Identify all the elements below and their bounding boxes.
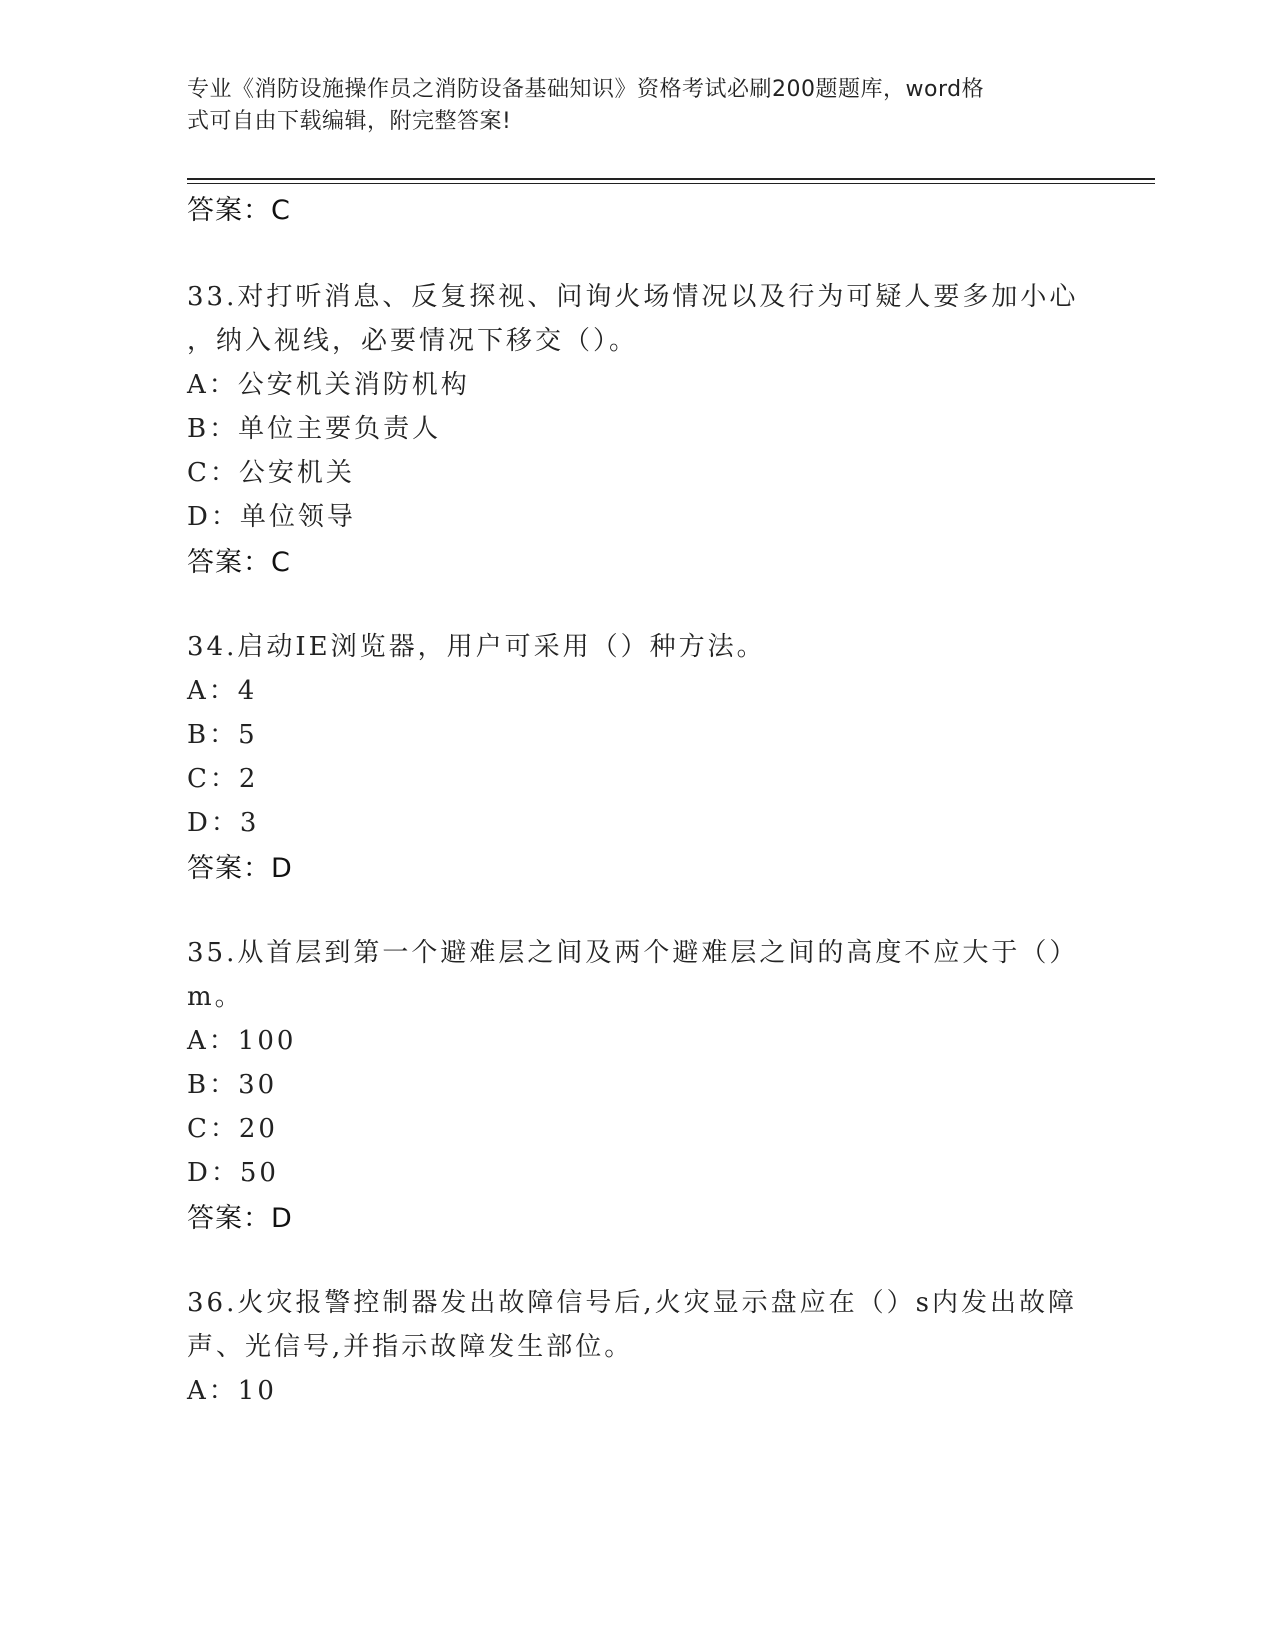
question-33-option-c: C：公安机关: [187, 458, 355, 488]
question-33-stem-line-1: 33.对打听消息、反复探视、问询火场情况以及行为可疑人要多加小心: [187, 282, 1079, 312]
question-36-stem-line-2: 声、光信号,并指示故障发生部位。: [187, 1332, 634, 1362]
question-35-option-a: A：100: [187, 1026, 297, 1056]
question-33-stem-line-2: ，纳入视线，必要情况下移交（）。: [187, 326, 639, 356]
question-36-stem-line-1: 36.火灾报警控制器发出故障信号后,火灾显示盘应在（）s内发出故障: [187, 1288, 1077, 1318]
question-34-option-b: B：5: [187, 720, 258, 750]
previous-answer: 答案：C: [187, 195, 291, 226]
document-header: [187, 74, 1077, 138]
question-36-option-a: A：10: [187, 1376, 277, 1406]
question-33-answer: 答案：C: [187, 547, 291, 578]
question-35-option-b: B：30: [187, 1070, 278, 1100]
question-33-option-b: B：单位主要负责人: [187, 414, 442, 444]
header-rule-thin: [187, 183, 1155, 184]
question-35-option-c: C：20: [187, 1114, 278, 1144]
question-35-option-d: D：50: [187, 1158, 279, 1188]
question-33-option-a: A：公安机关消防机构: [187, 370, 470, 400]
header-rule-thick: [187, 178, 1155, 180]
question-34-option-a: A：4: [187, 676, 258, 706]
question-35-stem-line-1: 35.从首层到第一个避难层之间及两个避难层之间的高度不应大于（）: [187, 938, 1079, 968]
question-33-option-d: D：单位领导: [187, 502, 356, 532]
question-35-answer: 答案：D: [187, 1203, 293, 1234]
question-35-stem-line-2: m。: [187, 982, 244, 1012]
header-line-2: 式可自由下载编辑，附完整答案!: [187, 109, 512, 134]
question-34-answer: 答案：D: [187, 853, 293, 884]
question-34-option-c: C：2: [187, 764, 259, 794]
question-34-stem-line-1: 34.启动IE浏览器，用户可采用（）种方法。: [187, 632, 766, 662]
header-line-1: 专业《消防设施操作员之消防设备基础知识》资格考试必刷200题题库，word格: [187, 77, 985, 102]
question-34-option-d: D：3: [187, 808, 260, 838]
